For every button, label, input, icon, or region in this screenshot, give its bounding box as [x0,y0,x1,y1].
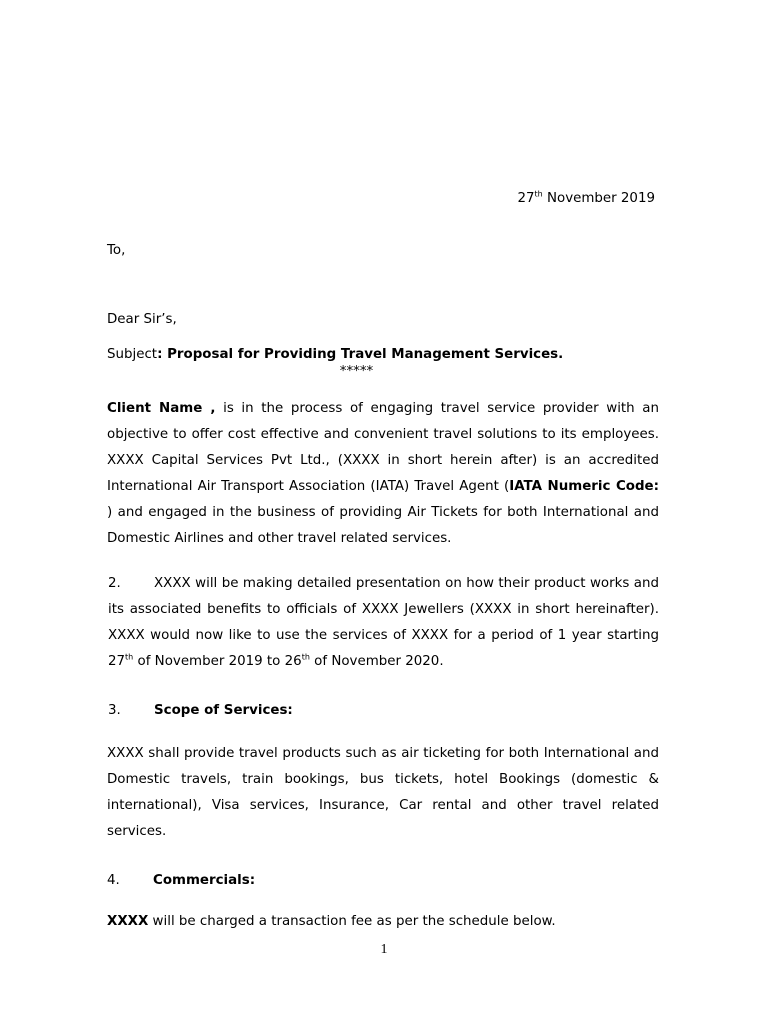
section-4-number: 4. [107,873,120,888]
sup-th-2: th [301,652,310,662]
section-4-title: Commercials: [153,873,256,888]
section-3-heading [108,703,658,718]
date-month-year: November 2019 [542,191,655,206]
client-name: Client Name , [107,401,216,416]
intro-text-1: is in the process of engaging travel service provider with an objective to offer cost effective and convenient travel solutions to its employees. XXXX Capital Services Pvt Ltd., (XXXX in short herein after) is an accredited International Air Transport Association (IATA) Travel Agent ( [107,401,659,494]
iata-code-label: IATA Numeric Code: [509,479,659,494]
commercials-party: XXXX [107,914,149,929]
intro-text-2: ) and engaged in the business of providing Air Tickets for both International and Domestic Airlines and other travel related services. [107,505,659,546]
paragraph-intro [107,396,659,552]
section-4-heading [107,873,657,888]
section-3-title: Scope of Services: [154,703,293,718]
date-day: 27 [517,191,535,206]
paragraph-commercials [107,914,659,929]
subject-line [107,347,667,362]
page-number: 1 [380,942,388,957]
paragraph-2-number: 2. [108,576,121,591]
subject-text: : Proposal for Providing Travel Management Services. [157,347,564,362]
paragraph-2-text-3: of November 2020. [309,654,444,669]
paragraph-2 [108,571,659,675]
subject-label: Subject [107,347,158,362]
letter-date [400,191,655,206]
greeting: Dear Sir’s, [107,312,177,327]
separator: ***** [339,364,374,379]
sup-th-1: th [125,652,134,662]
date-suffix: th [534,189,543,199]
recipient-line: To, [107,243,126,258]
paragraph-scope: XXXX shall provide travel products such as air ticketing for both International and Domestic travels, train bookings, bus tickets, hotel Bookings (domestic & international), Visa services, Insurance, Car rental and other travel related services. [107,746,659,839]
paragraph-2-text-1: XXXX will be making detailed presentation on how their product works and its associated benefits to officials of XXXX Jewellers (XXXX in short hereinafter). XXXX would now like to use the services of XXXX for a period of 1 year starting 27 [108,576,659,669]
commercials-text: will be charged a transaction fee as per the schedule below. [148,914,556,929]
paragraph-2-text-2: of November 2019 to 26 [133,654,302,669]
section-3-number: 3. [108,703,121,718]
